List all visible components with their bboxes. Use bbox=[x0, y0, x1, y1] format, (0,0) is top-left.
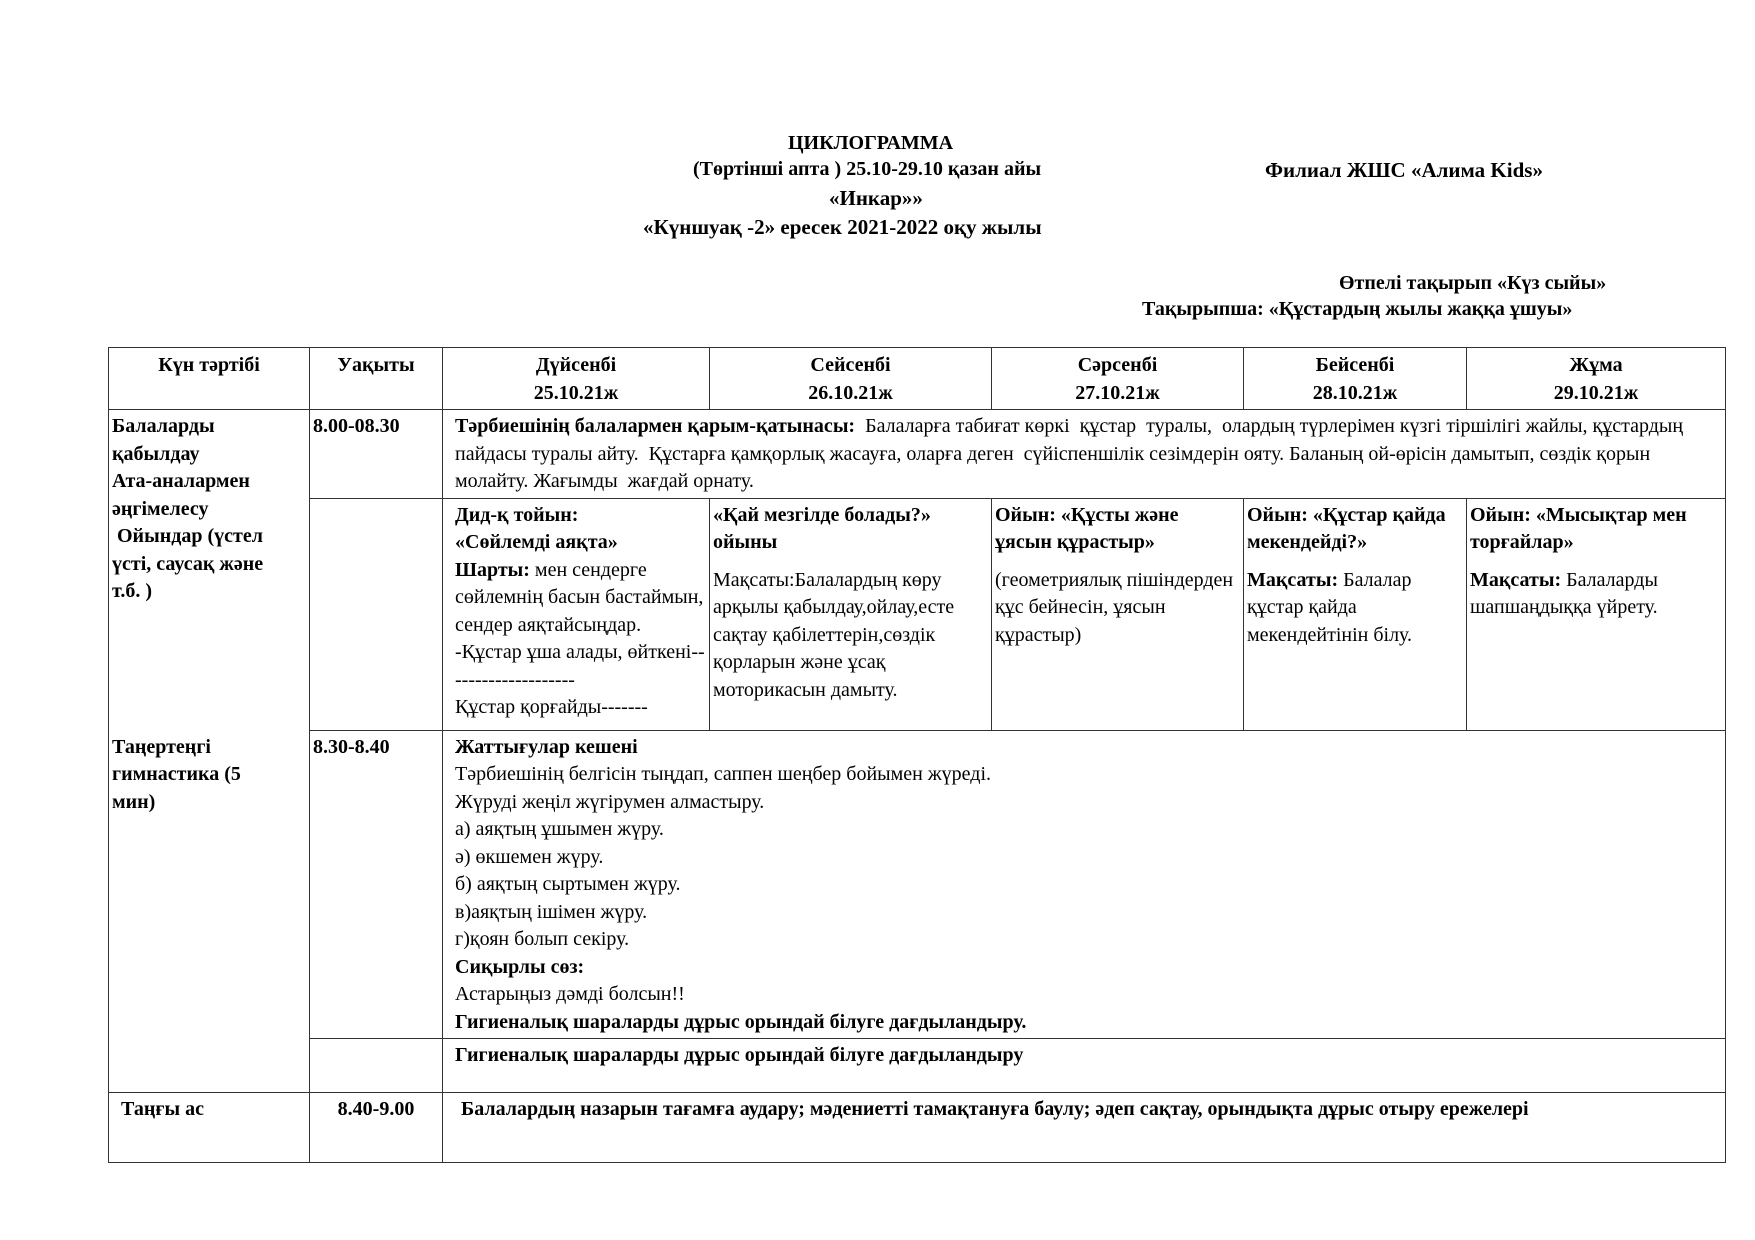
col-header-time: Уақыты bbox=[310, 348, 443, 410]
game-thu: Ойын: «Құстар қайда мекендейді?» Мақсаты: Балалар құстар қайда мекендейтінін білу. bbox=[1244, 498, 1467, 730]
communication-text: Тәрбиешінің балалармен қарым-қатынасы: Балаларға табиғат көркі құстар туралы, олардың түрлерімен күзгі тіршілігі жайлы, құстардың пайдасы туралы айту. Құстарға қамқорлық жасауға, оларға деген сүйіспеншілік сезімдерін ояту. Баланың ой-өрісін дамытып, сөздік қорын молайту. Жағымды жағдай орнату. bbox=[443, 410, 1726, 499]
hygiene-text: Гигиеналық шараларды дұрыс орындай білуге дағдыландыру bbox=[443, 1039, 1726, 1093]
breakfast-text: Балалардың назарын тағамға аудару; мәдениетті тамақтануға баулу; әдеп сақтау, орындықта дұрыс отыру ережелері bbox=[443, 1093, 1726, 1163]
class-year: «Күншуақ -2» ересек 2021-2022 оқу жылы bbox=[643, 215, 1042, 239]
branch-name: Филиал ЖШС «Алима Kids» bbox=[1265, 158, 1543, 182]
col-header-fri: Жұма 29.10.21ж bbox=[1467, 348, 1726, 410]
game-mon: Дид-қ тойын: «Сөйлемді аяқта» Шарты: мен сендерге сөйлемнің басын бастаймын, сендер аяқтайсыңдар. -Құстар ұша алады, өйткені-------------------- Құстар қорғайды------- bbox=[443, 498, 710, 730]
row-games bbox=[109, 498, 1726, 730]
col-header-wed: Сәрсенбі 27.10.21ж bbox=[992, 348, 1244, 410]
col-header-tue: Сейсенбі 26.10.21ж bbox=[710, 348, 992, 410]
col-header-mon: Дүйсенбі 25.10.21ж bbox=[443, 348, 710, 410]
time-reception: 8.00-08.30 bbox=[310, 410, 443, 499]
subtheme: Тақырыпша: «Құстардың жылы жаққа ұшуы» bbox=[1142, 298, 1573, 320]
col-header-thu: Бейсенбі 28.10.21ж bbox=[1244, 348, 1467, 410]
row-gymnastics bbox=[109, 730, 1726, 1039]
time-hygiene-empty bbox=[310, 1039, 443, 1093]
week-line: (Төртінші апта ) 25.10-29.10 қазан айы bbox=[693, 158, 1042, 180]
row-breakfast bbox=[109, 1093, 1726, 1163]
game-tue: «Қай мезгілде болады?» ойыны Мақсаты:Балалардың көру арқылы қабылдау,ойлау,есте сақтау қабілеттерін,сөздік қорларын және ұсақ моторикасын дамыту. bbox=[710, 498, 992, 730]
gymnastics-text: Жаттығулар кешені Тәрбиешінің белгісін тыңдап, саппен шеңбер бойымен жүреді. Жүруді жеңіл жүгірумен алмастыру. а) аяқтың ұшымен жүру. ә) өкшемен жүру. б) аяқтың сыртымен жүру. в)аяқтың ішімен жүру. г)қоян болып секіру. Сиқырлы сөз: Астарыңыз дәмді болсын!! Гигиеналық шараларды дұрыс орындай білуге дағдыландыру. bbox=[443, 730, 1726, 1039]
game-wed: Ойын: «Құсты және ұясын құрастыр» (геометриялық пішіндерден құс бейнесін, ұясын құрастыр) bbox=[992, 498, 1244, 730]
row-hygiene bbox=[109, 1039, 1726, 1093]
schedule-table bbox=[108, 347, 1726, 1163]
row-communication bbox=[109, 410, 1726, 499]
group-name: «Инкар»» bbox=[829, 186, 923, 210]
regime-breakfast: Таңғы ас bbox=[109, 1093, 310, 1163]
col-header-regime: Күн тәртібі bbox=[109, 348, 310, 410]
game-fri: Ойын: «Мысықтар мен торғайлар» Мақсаты: Балаларды шапшаңдыққа үйрету. bbox=[1467, 498, 1726, 730]
document-title: ЦИКЛОГРАММА bbox=[788, 132, 954, 154]
regime-reception: Балаларды қабылдау Ата-аналармен әңгімелесу Ойындар (үстел үсті, саусақ және т.б. ) Таңертеңгі гимнастика (5 мин) bbox=[109, 410, 310, 1093]
time-breakfast: 8.40-9.00 bbox=[310, 1093, 443, 1163]
header-row bbox=[109, 348, 1726, 410]
time-games-empty bbox=[310, 498, 443, 730]
theme: Өтпелі тақырып «Күз сыйы» bbox=[1339, 272, 1607, 294]
time-gymnastics: 8.30-8.40 bbox=[310, 730, 443, 1039]
